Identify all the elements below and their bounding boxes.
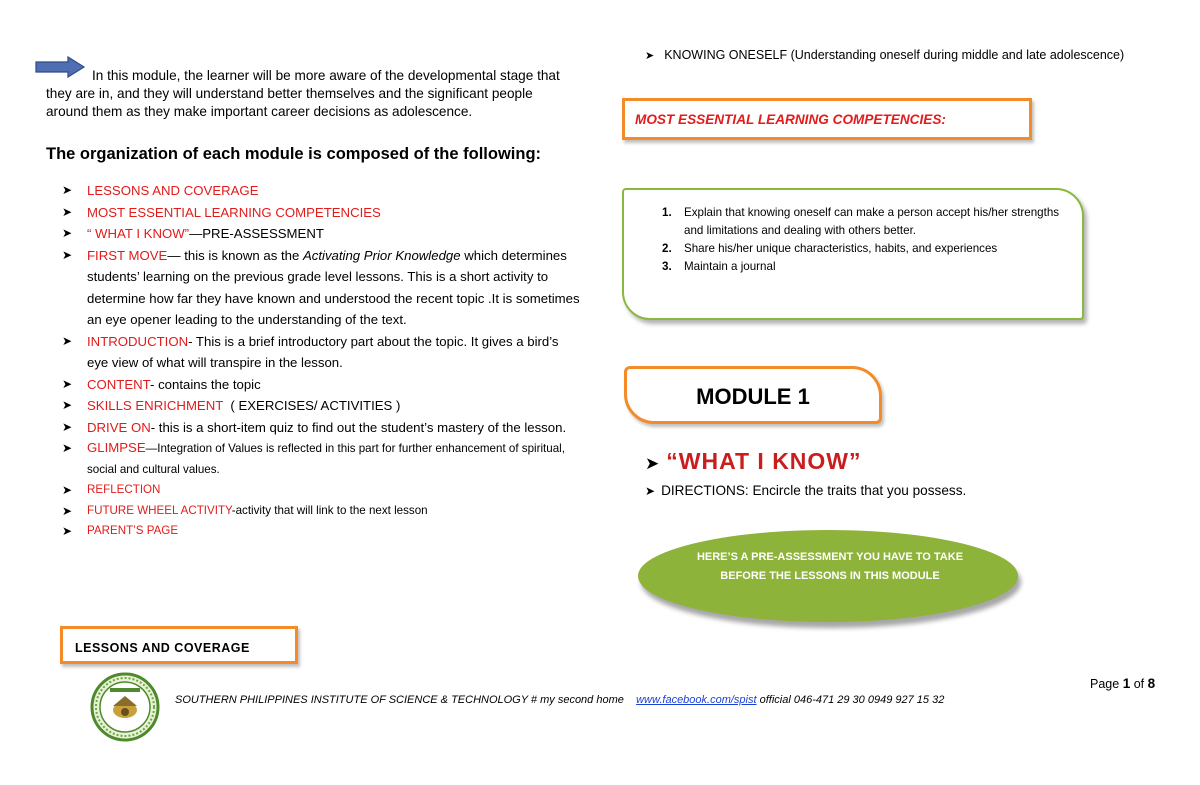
knowing-text: KNOWING ONESELF (Understanding oneself during middle and late adolescence)	[664, 48, 1125, 62]
item-text: Explain that knowing oneself can make a person accept his/her strengths and limitations and dealing with others better.	[684, 206, 1060, 237]
competencies-list	[662, 204, 1062, 276]
item-desc-italic: Activating Prior Knowledge	[302, 247, 461, 263]
arrowhead-bullet-icon: ➤	[62, 398, 73, 412]
item-desc: - contains the topic	[150, 376, 261, 392]
arrowhead-bullet-icon: ➤	[645, 454, 661, 473]
directions-text: DIRECTIONS: Encircle the traits that you possess.	[661, 483, 967, 498]
page-total: 8	[1147, 676, 1156, 691]
intro-rest: that they are in, and they will understand better themselves and the significant people around them as they make important career decisions as adolescence.	[46, 68, 560, 119]
what-i-know-text: “WHAT I KNOW”	[666, 448, 862, 474]
item-label: FUTURE WHEEL ACTIVITY	[87, 503, 232, 517]
page-of: of	[1133, 677, 1145, 691]
arrowhead-bullet-icon: ➤	[62, 503, 73, 518]
page-prefix: Page	[1090, 677, 1120, 691]
item-label: REFLECTION	[87, 483, 161, 496]
page-current: 1	[1122, 676, 1131, 691]
list-item	[62, 438, 582, 480]
item-desc: — this is known as the	[167, 247, 303, 263]
arrowhead-bullet-icon: ➤	[62, 204, 73, 219]
item-text: Share his/her unique characteristics, habits, and experiences	[684, 242, 998, 255]
list-item	[62, 480, 582, 501]
item-label: CONTENT	[87, 376, 151, 392]
item-label: SKILLS ENRICHMENT	[87, 398, 224, 413]
list-item	[62, 245, 582, 331]
knowing-oneself-topic	[645, 48, 1124, 62]
list-item	[62, 521, 582, 542]
what-i-know-heading	[645, 448, 862, 475]
list-item	[62, 417, 582, 439]
list-item	[62, 501, 582, 522]
arrowhead-bullet-icon: ➤	[645, 484, 656, 498]
arrowhead-bullet-icon: ➤	[62, 226, 73, 240]
list-item	[62, 395, 582, 417]
arrowhead-bullet-icon: ➤	[62, 441, 73, 455]
school-seal-logo	[90, 672, 160, 742]
list-item	[62, 202, 582, 224]
pre-assessment-text: HERE’S A PRE-ASSESSMENT YOU HAVE TO TAKE BEFORE THE LESSONS IN THIS MODULE	[696, 551, 964, 582]
arrowhead-bullet-icon: ➤	[62, 483, 73, 497]
arrowhead-bullet-icon: ➤	[62, 183, 73, 197]
item-label: INTRODUCTION	[87, 333, 189, 349]
item-label: DRIVE ON	[87, 419, 151, 435]
intro-lead: In this module, the learner will be more aware of the developmental stage	[92, 68, 534, 83]
item-desc: ( EXERCISES/ ACTIVITIES )	[223, 398, 401, 413]
list-item	[662, 204, 1062, 240]
arrowhead-bullet-icon: ➤	[62, 419, 73, 434]
organization-heading: The organization of each module is composed of the following:	[46, 145, 542, 163]
list-item	[662, 258, 1062, 276]
item-text: Maintain a journal	[684, 260, 776, 273]
list-item	[62, 374, 582, 396]
item-label: MOST ESSENTIAL LEARNING COMPETENCIES	[87, 204, 381, 220]
page-number	[1090, 676, 1155, 691]
item-desc: —Integration of Values is reflected in this part for further enhancement of spiritual, social and cultural values.	[87, 442, 565, 476]
item-number: 1.	[662, 206, 672, 219]
item-desc: - this is a short-item quiz to find out the student’s mastery of the lesson.	[150, 419, 567, 435]
list-item	[62, 331, 582, 374]
item-label: FIRST MOVE	[87, 247, 168, 263]
item-desc: —PRE-ASSESSMENT	[189, 226, 324, 241]
item-label: LESSONS AND COVERAGE	[87, 183, 259, 198]
footer-institute: SOUTHERN PHILIPPINES INSTITUTE OF SCIENCE & TECHNOLOGY # my second home	[175, 694, 624, 706]
arrowhead-bullet-icon: ➤	[62, 247, 73, 262]
list-item	[62, 223, 582, 245]
list-item	[62, 180, 582, 202]
directions	[645, 483, 966, 498]
item-desc: -activity that will link to the next lesson	[231, 503, 428, 517]
lessons-coverage-box: LESSONS AND COVERAGE	[60, 626, 298, 664]
module-title-box: MODULE 1	[624, 366, 882, 424]
item-label: GLIMPSE	[87, 440, 146, 455]
list-item	[662, 240, 1062, 258]
organization-list	[62, 180, 582, 542]
arrowhead-bullet-icon: ➤	[62, 333, 73, 348]
melc-title-box: MOST ESSENTIAL LEARNING COMPETENCIES:	[622, 98, 1032, 140]
item-number: 3.	[662, 260, 672, 273]
arrowhead-bullet-icon: ➤	[62, 524, 73, 538]
intro-paragraph	[46, 67, 566, 121]
item-number: 2.	[662, 242, 672, 255]
arrowhead-bullet-icon: ➤	[645, 50, 655, 62]
footer-text	[175, 694, 944, 706]
item-desc: - This is a brief introductory part about the topic. It gives a bird’s eye view of what will transpire in the lesson.	[87, 333, 559, 370]
facebook-link[interactable]: www.facebook.com/spist	[636, 694, 757, 706]
item-label: PARENT’S PAGE	[87, 524, 179, 537]
item-desc-after: which determines students’ learning on the previous grade level lessons. This is a short activity to determine how far they have known and understood the recent topic .It is sometimes an eye opener leading to the understanding of the text.	[87, 247, 580, 327]
footer-contact: official 046-471 29 30 0949 927 15 32	[759, 694, 945, 706]
item-label: “ WHAT I KNOW”	[87, 226, 190, 241]
arrowhead-bullet-icon: ➤	[62, 376, 73, 391]
